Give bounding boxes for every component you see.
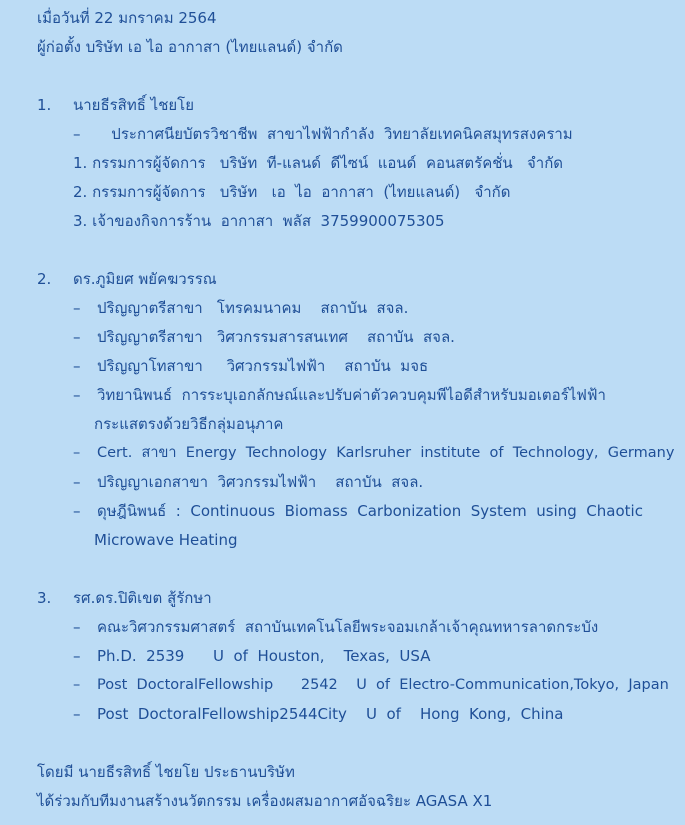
spacer [0, 62, 685, 91]
list-item [0, 468, 685, 497]
list-item [0, 700, 685, 729]
item-text: Post DoctoralFellowship2544City U of Hong Kong, China [97, 705, 564, 723]
bullet-dash: – [73, 705, 81, 723]
footer-line: โดยมี นายธีรสิทธิ์ ไชยโย ประธานบริษัท [37, 763, 295, 781]
list-item [0, 352, 685, 381]
item-text: ปริญญาตรีสาขา โทรคมนาคม สถาบัน สจล. [97, 299, 409, 317]
bullet-dash: – [73, 357, 81, 375]
person-heading [0, 265, 685, 294]
bullet-dash: – [73, 618, 81, 636]
person-name: รศ.ดร.ปิติเขต สู้รักษา [73, 589, 212, 607]
list-item [0, 178, 685, 207]
item-text: ปริญญาโทสาขา วิศวกรรมไฟฟ้า สถาบัน มจธ [97, 357, 429, 375]
bullet-dash: – [73, 647, 81, 665]
list-item [0, 323, 685, 352]
list-item [0, 120, 685, 149]
person-heading [0, 584, 685, 613]
item-text: 2. กรรมการผู้จัดการ บริษัท เอ ไอ อากาสา (ไทยแลนด์) จำกัด [73, 183, 511, 201]
established-date: เมื่อวันที่ 22 มกราคม 2564 [37, 9, 217, 27]
document [0, 4, 685, 816]
list-item [0, 381, 685, 410]
founders: ผู้ก่อตั้ง บริษัท เอ ไอ อากาสา (ไทยแลนด์) จำกัด [37, 38, 343, 56]
item-text: 1. กรรมการผู้จัดการ บริษัท ที-แลนด์ ดีไซน์ แอนด์ คอนสตรัคชั่น จำกัด [73, 154, 564, 172]
bullet-dash: – [73, 677, 81, 693]
bullet-dash: – [73, 299, 81, 317]
item-text: Ph.D. 2539 U of Houston, Texas, USA [97, 647, 431, 665]
list-item [0, 642, 685, 671]
item-text: ปริญญาตรีสาขา วิศวกรรมสารสนเทศ สถาบัน สจล. [97, 328, 455, 346]
bullet-dash: – [73, 502, 81, 520]
list-item-continuation: Microwave Heating [94, 531, 238, 549]
list-item [0, 671, 685, 700]
item-text: ประกาศนียบัตรวิชาชีพ สาขาไฟฟ้ากำลัง วิทยาลัยเทคนิคสมุทรสงคราม [97, 125, 573, 143]
footer-line: ได้ร่วมกับทีมงานสร้างนวัตกรรม เครื่องผสมอากาศอัจฉริยะ AGASA X1 [37, 792, 493, 810]
bullet-dash: – [73, 386, 81, 404]
bullet-dash: – [73, 473, 81, 491]
bullet-dash: – [73, 328, 81, 346]
person-number: 1. [37, 96, 52, 114]
list-item [0, 207, 685, 236]
item-text: Cert. สาขา Energy Technology Karlsruher institute of Technology, Germany [97, 445, 675, 461]
spacer [0, 555, 685, 584]
person-heading [0, 91, 685, 120]
list-item [0, 294, 685, 323]
item-text: 3. เจ้าของกิจการร้าน อากาสา พลัส 3759900075305 [73, 212, 445, 230]
spacer [0, 236, 685, 265]
list-item [0, 613, 685, 642]
spacer [0, 729, 685, 758]
item-text: Post DoctoralFellowship 2542 U of Electro-Communication,Tokyo, Japan [97, 677, 669, 693]
person-name: นายธีรสิทธิ์ ไชยโย [73, 96, 195, 114]
person-number: 2. [37, 270, 52, 288]
item-text: ปริญญาเอกสาขา วิศวกรรมไฟฟ้า สถาบัน สจล. [97, 473, 424, 491]
person-number: 3. [37, 589, 52, 607]
item-text: คณะวิศวกรรมศาสตร์ สถาบันเทคโนโลยีพระจอมเกล้าเจ้าคุณทหารลาดกระบัง [97, 618, 599, 636]
list-item [0, 149, 685, 178]
item-text: วิทยานิพนธ์ การระบุเอกลักษณ์และปรับค่าตัวควบคุมพีไอดีสำหรับมอเตอร์ไฟฟ้า [97, 386, 606, 404]
list-item-continuation: กระแสตรงด้วยวิธีกลุ่มอนุภาค [94, 415, 284, 433]
bullet-dash: – [73, 445, 81, 461]
list-item [0, 497, 685, 526]
list-item [0, 439, 685, 468]
bullet-dash: – [73, 125, 81, 143]
item-text: ดุษฎีนิพนธ์ : Continuous Biomass Carbonization System using Chaotic [97, 502, 643, 520]
person-name: ดร.ภูมิยศ พยัคฆวรรณ [73, 270, 217, 288]
